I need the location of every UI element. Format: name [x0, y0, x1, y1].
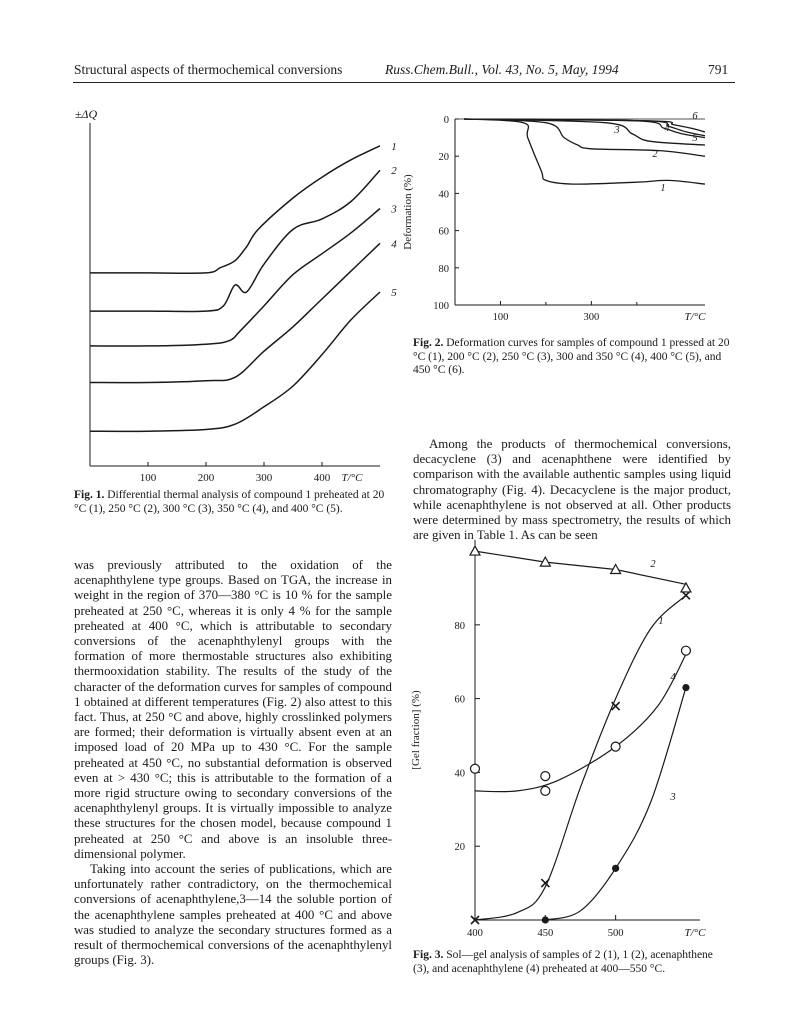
fig3-series-2-point [681, 583, 691, 592]
fig1-y-label: ±ΔQ [74, 107, 98, 121]
fig1-series-5-line [90, 292, 380, 431]
fig3-y-label: [Gel fraction] (%) [410, 690, 422, 770]
figure-3-caption-label: Fig. 3. [413, 949, 444, 961]
fig2-series-6-label: 6 [692, 111, 698, 122]
figure-3-caption-text: Sol—gel analysis of samples of 2 (1), 1 (2), acenaphthene (3), and acenaphthylene (4) preheated at 400—550 °C. [413, 949, 713, 975]
fig3-series-3-label: 3 [670, 792, 676, 803]
fig1-x-tick-label: 400 [313, 472, 331, 484]
fig2-series-2-label: 2 [652, 149, 658, 160]
fig3-series-1-line [475, 595, 686, 920]
fig2-chart [402, 105, 735, 335]
fig3-series-4-point [681, 646, 690, 655]
fig3-chart [405, 530, 735, 945]
figure-3 [405, 530, 735, 945]
fig3-series-3-line [545, 688, 686, 920]
fig2-x-tick-label: 100 [492, 312, 509, 323]
right-column-text [413, 437, 731, 543]
left-column-text [74, 558, 392, 968]
fig3-x-tick-label: 450 [537, 928, 554, 939]
fig1-series-5-label: 5 [391, 287, 397, 299]
fig3-series-4-label: 4 [670, 672, 676, 683]
fig3-series-1-label: 1 [658, 616, 664, 627]
header-rule [73, 82, 735, 83]
figure-1-caption-text: Differential thermal analysis of compound 1 preheated at 20 °C (1), 250 °C (2), 300 °C (3), 350 °C (4), and 400 °C (5). [74, 489, 385, 515]
fig1-series-4-line [90, 243, 380, 382]
fig3-y-tick-label: 20 [454, 842, 465, 854]
fig2-y-tick-label: 40 [438, 189, 449, 201]
fig3-series-4-point [471, 764, 480, 773]
fig2-y-tick-label: 80 [438, 263, 449, 275]
fig2-y-tick-label: 0 [443, 115, 449, 126]
journal-citation: Russ.Chem.Bull., Vol. 43, No. 5, May, 1994 [385, 62, 619, 77]
fig2-series-1-label: 1 [660, 183, 666, 194]
fig2-series-3-label: 3 [614, 125, 620, 136]
page-number: 791 [708, 62, 729, 77]
figure-1 [60, 98, 400, 488]
fig1-x-label: T/°C [341, 472, 363, 484]
fig1-series-2-label: 2 [391, 165, 397, 178]
fig3-x-label: T/°C [684, 927, 706, 939]
figure-1-caption [74, 489, 392, 516]
fig3-x-tick-label: 500 [607, 928, 624, 939]
fig1-series-1-label: 1 [391, 140, 397, 153]
figure-2 [402, 105, 735, 335]
fig3-x-tick-label: 400 [467, 928, 483, 939]
body-paragraph: was previously attributed to the oxidation of the acenaphthylene type groups. Based on TGA, the increase in weight in the region of 370—380 °C is 10 % for the sample preheated at 250 °C, whereas it is only 4 % for the sample preheated at 400 °C, which is attributable to secondary conversions of the acenaphthylenyl groups with the formation of more thermostable structures also exhibiting thermooxidation stability. The results of the study of the character of the deformation curves for samples of compound 1 obtained at different temperatures (Fig. 2) also attest to this fact. Thus, at 250 °C and above, highly crosslinked polymers are formed; their deformation is virtually absent even at an imposed load of 20 MPa up to 430 °C. For the sample preheated at 450 °C, no substantial deformation is observed even at > 430 °C; this is attributable to the formation of a more rigid structure owing to secondary conversions of the acenaphthylenyl groups. It is virtually impossible to analyze these structures for the chosen model, because compound 1 preheated at 250 °C and above is an insoluble three-dimensional polymer. [74, 558, 392, 861]
fig1-series-2-line [90, 170, 380, 311]
fig2-y-tick-label: 20 [438, 152, 449, 164]
fig3-series-2-point [470, 546, 480, 555]
fig3-y-tick-label: 40 [454, 768, 465, 780]
figure-2-caption-label: Fig. 2. [413, 337, 444, 349]
fig3-y-tick-label: 60 [454, 694, 465, 706]
fig3-series-3-point [682, 684, 689, 691]
fig3-series-4-point [541, 772, 550, 781]
fig1-x-tick-label: 200 [197, 472, 215, 484]
figure-1-caption-label: Fig. 1. [74, 489, 105, 501]
fig2-y-tick-label: 60 [438, 226, 449, 238]
fig1-series-3-label: 3 [391, 203, 397, 216]
fig2-x-tick-label: 300 [583, 312, 600, 323]
fig2-series-4-label: 4 [664, 123, 670, 134]
fig3-series-4-point [611, 742, 620, 751]
fig3-series-3-point [542, 916, 549, 923]
fig1-x-tick-label: 100 [139, 472, 157, 484]
body-paragraph: Taking into account the series of publications, which are unfortunately rather contradictory, on the thermochemical conversions of acenaphthylene,3—14 the soluble portion of the acenaphthylene samples preheated at 400 °C and above was studied to analyze the secondary structures formed as a result of thermochemical conversions of the acenaphthylenyl groups (Fig. 3). [74, 862, 392, 968]
fig1-series-4-label: 4 [391, 238, 397, 251]
fig2-x-label: T/°C [684, 311, 706, 323]
fig3-series-3-point [612, 865, 619, 872]
running-title: Structural aspects of thermochemical conversions [74, 62, 343, 77]
fig1-series-1-line [90, 146, 380, 273]
fig1-series-3-line [90, 209, 380, 347]
fig1-x-tick-label: 300 [255, 472, 273, 484]
fig1-chart [60, 98, 400, 488]
fig2-y-tick-label: 100 [433, 301, 449, 312]
figure-3-caption [413, 949, 731, 976]
fig3-series-4-line [475, 654, 686, 791]
fig3-series-4-point [541, 786, 550, 795]
fig2-series-5-label: 5 [692, 133, 698, 144]
fig3-series-2-label: 2 [650, 559, 656, 570]
fig3-y-tick-label: 80 [454, 620, 465, 632]
figure-2-caption-text: Deformation curves for samples of compound 1 pressed at 20 °C (1), 200 °C (2), 250 °C (3), 300 and 350 °C (4), 400 °C (5), and 450 °C (6). [413, 337, 730, 376]
body-paragraph: Among the products of thermochemical conversions, decacyclene (3) and acenaphthene were identified by comparison with the available authentic samples using liquid chromatography (Fig. 4). Decacyclene is the major product, while acenaphthylene is not observed at all. Other products were determined by mass spectrometry, the results of which are given in Table 1. As can be seen [413, 437, 731, 543]
figure-2-caption [413, 337, 731, 378]
fig2-y-label: Deformation (%) [402, 174, 414, 250]
